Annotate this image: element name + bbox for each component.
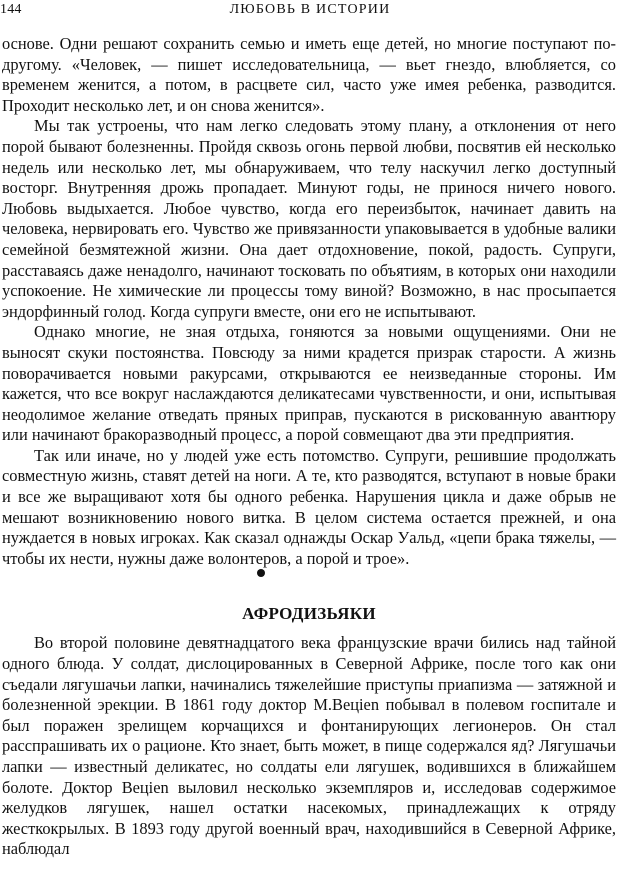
- paragraph: Мы так устроены, что нам легко следовать этому плану, а отклонения от него порой бывают болезненны. Пройдя сквозь огонь первой любви, посвятив ей несколько недель или несколько лет, мы обнаруживаем, что телу наскучил легко доступный восторг. Внутренняя дрожь пропадает. Минуют годы, не принося ничего нового. Любовь выдыхается. Любое чувство, когда его переизбыток, начинает давить на человека, нервировать его. Чувство же привязанности упаковывается в удобные валики семейной безмятежной жизни. Она дает отдохновение, покой, радость. Супруги, расставаясь даже ненадолго, начинают тосковать по объятиям, в которых они находили успокоение. Не химические ли процессы тому виной? Возможно, в нас просыпается эндорфинный голод. Когда супруги вместе, они его не испытывают.: [2, 116, 616, 321]
- bullet-ornament: [257, 569, 265, 577]
- paragraph: основе. Одни решают сохранить семью и иметь еще детей, но многие поступают по-другому. «Человек, — пишет исследовательница, — вьет гнездо, влюбляется, со временем женится, а потом, в расцвете сил, часто уже имея ребенка, разводится. Проходит несколько лет, и он снова женится».: [2, 34, 616, 115]
- paragraph: Однако многие, не зная отдыха, гоняются за новыми ощущениями. Они не выносят скуки постоянства. Повсюду за ними крадется призрак старости. А жизнь поворачивается новыми ракурсами, открываются ее неизведанные стороны. Им кажется, что все вокруг наслаждаются деликатесами чувственности, и они, испытывая неодолимое желание отведать пряных приправ, пускаются в рискованную авантюру или начинают бракоразводный процесс, а порой совмещают два эти предприятия.: [2, 322, 616, 445]
- section-divider: [2, 569, 616, 603]
- section-title: АФРОДИЗЬЯКИ: [242, 604, 376, 624]
- page-number: 144: [0, 2, 22, 17]
- running-title: ЛЮБОВЬ В ИСТОРИИ: [229, 2, 391, 17]
- paragraph: Во второй половине девятнадцатого века французские врачи бились над тайной одного блюда. У солдат, дислоцированных в Северной Африке, после того как они съедали лягушачьи лапки, начинались тяжелейшие приступы приапизма — затяжной и болезненной эрекции. В 1861 году доктор М.Вецien побывал в полевом госпитале и был поражен зрелищем корчащихся и фонтанирующих легионеров. Он стал расспрашивать их о рационе. Кто знает, быть может, в пище содержался яд? Лягушачьи лапки — известный деликатес, но солдаты ели лягушек, водившихся в ближайшем болоте. Доктор Вецien выловил несколько экземпляров и, исследовав содержимое желудков лягушек, нашел остатки насекомых, принадлежащих к отряду жесткокрылых. В 1893 году другой военный врач, находившийся в Северной Африке, наблюдал: [2, 633, 616, 859]
- body-text: [2, 34, 616, 860]
- paragraph: Так или иначе, но у людей уже есть потомство. Супруги, решившие продолжать совместную жизнь, ставят детей на ноги. А те, кто разводятся, вступают в новые браки и все же выращивают хотя бы одного ребенка. Нарушения цикла и даже обрыв не мешают возникновению нового витка. В целом система остается прежней, и она нуждается в новых игроках. Как сказал однажды Оскар Уальд, «цепи брака тяжелы, — чтобы их нести, нужны даже волонтеров, а порой и трое».: [2, 445, 616, 568]
- page-header: [0, 2, 620, 22]
